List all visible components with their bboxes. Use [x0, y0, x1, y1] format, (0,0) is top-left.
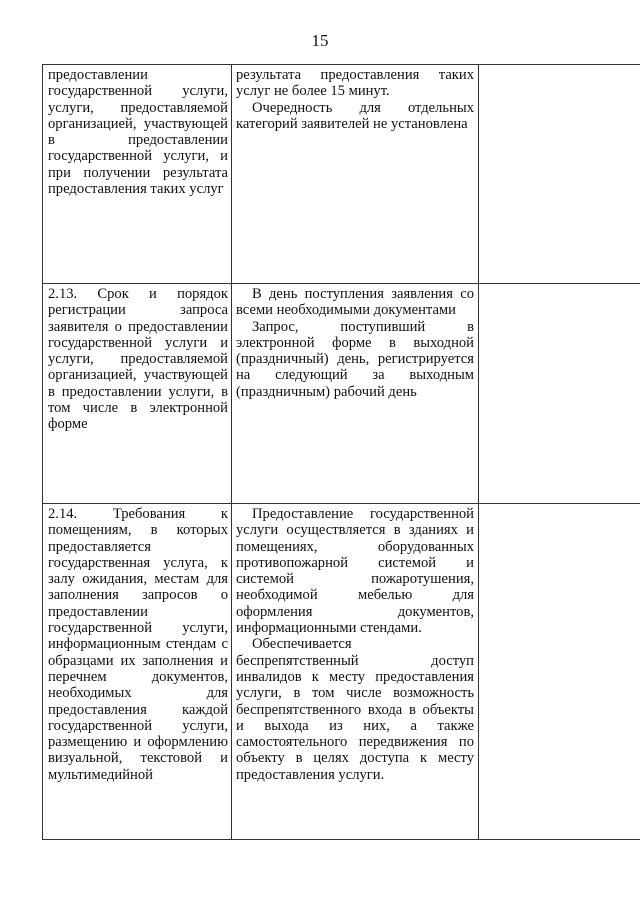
requirement-content-cell: [232, 284, 479, 504]
content-paragraph: Запрос, поступивший в электронной форме в выходной (праздничный) день, регистрируется на следующий за выходным (праздничным) рабочий день: [236, 318, 474, 400]
regulation-table: [42, 64, 640, 840]
empty-cell: [479, 504, 640, 840]
empty-cell: [479, 284, 640, 504]
empty-cell: [479, 65, 640, 284]
requirement-content-cell: [232, 504, 479, 840]
content-paragraph: результата предоставления таких услуг не более 15 минут.: [236, 67, 474, 100]
requirement-name-cell: [43, 504, 232, 840]
table-row: [43, 284, 640, 504]
content-paragraph: В день поступления заявления со всеми необходимыми документами: [236, 286, 474, 319]
table-row: [43, 65, 640, 284]
table-row: [43, 504, 640, 840]
requirement-name: 2.14. Требования к помещениям, в которых предоставляется государственная услуга, к залу ожидания, местам для заполнения запросов о предоставлении государственной услуги, информационным стендам с образцами их заполнения и перечнем документов, необходимых для предоставления каждой государственной услуги, размещению и оформлению визуальной, текстовой и мультимедийной: [48, 506, 228, 783]
content-paragraph: Очередность для отдельных категорий заявителей не установлена: [236, 99, 474, 132]
requirement-content-cell: [232, 65, 479, 284]
content-paragraph: Предоставление государственной услуги осуществляется в зданиях и помещениях, оборудованных противопожарной системой и системой пожаротушения, необходимой мебелью для оформления документов, информационными стендами.: [236, 506, 474, 637]
page-number: 15: [311, 31, 329, 50]
requirement-name: 2.13. Срок и порядок регистрации запроса заявителя о предоставлении государственной услуги и услуги, предоставляемой организацией, участвующей в предоставлении услуги, в том числе в электронной форме: [48, 286, 228, 433]
requirement-name-cell: [43, 284, 232, 504]
requirement-name-cell: [43, 65, 232, 284]
requirement-name: предоставлении государственной услуги, услуги, предоставляемой организацией, участвующей в предоставлении государственной услуги, и при получении результата предоставления таких услуг: [48, 67, 228, 198]
content-paragraph: Обеспечивается беспрепятственный доступ инвалидов к месту предоставления услуги, в том числе возможность беспрепятственного входа в объекты и выхода из них, а также самостоятельного передвижения по объекту в целях доступа к месту предоставления услуги.: [236, 636, 474, 783]
